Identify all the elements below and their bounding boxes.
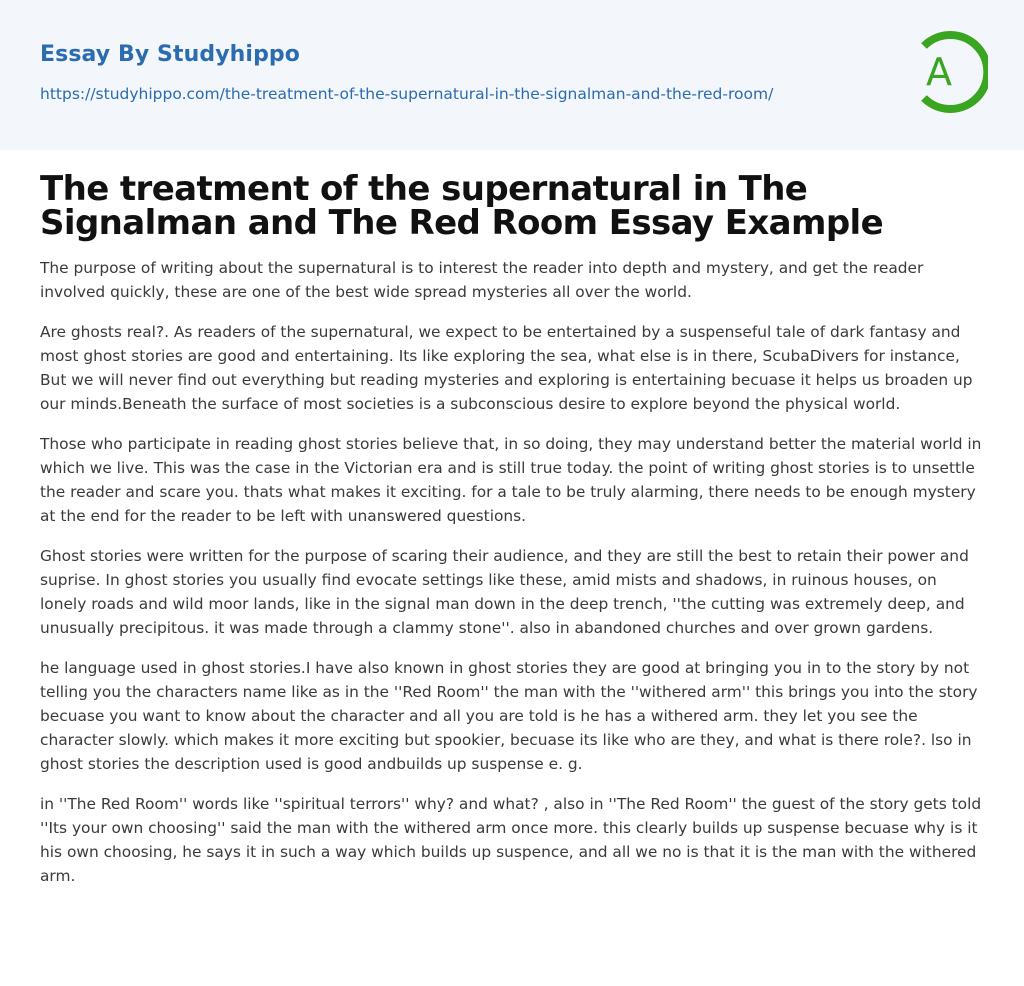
essay-paragraph: he language used in ghost stories.I have also known in ghost stories they are good at bringing you in to the story by not telling you the characters name like as in the ''Red Room'' the man with the ''withered arm'' this brings you into the story becuase you want to know about the character and all you are told is he has a withered arm. they let you see the character slowly. which makes it more exciting but spookier, becuase its like who are they, and what is there role?. lso in ghost stories the description used is good andbuilds up suspense e. g.: [40, 659, 978, 773]
article-content: [0, 150, 1024, 888]
essay-paragraph: Are ghosts real?. As readers of the supernatural, we expect to be entertained by a suspenseful tale of dark fantasy and most ghost stories are good and entertaining. Its like exploring the sea, what else is in there, ScubaDivers for instance, But we will never find out everything but reading mysteries and exploring is entertaining becuase it helps us broaden up our minds.Beneath the surface of most societies is a subconscious desire to explore beyond the physical world.: [40, 323, 973, 413]
essay-paragraph: The purpose of writing about the supernatural is to interest the reader into depth and mystery, and get the reader involved quickly, these are one of the best wide spread mysteries all over the world.: [40, 259, 924, 301]
essay-paragraph: Ghost stories were written for the purpose of scaring their audience, and they are still the best to retain their power and suprise. In ghost stories you usually find evocate settings like these, amid mists and shadows, in ruinous houses, on lonely roads and wild moor lands, like in the signal man down in the deep trench, ''the cutting was extremely deep, and unusually precipitous. it was made through a clammy stone''. also in abandoned churches and over grown gardens.: [40, 547, 969, 637]
studyhippo-logo-icon[interactable]: [910, 28, 988, 116]
essay-paragraph: in ''The Red Room'' words like ''spiritual terrors'' why? and what? , also in ''The Red Room'' the guest of the story gets told ''Its your own choosing'' said the man with the withered arm once more. this clearly builds up suspense becuase why is it his own choosing, he says it in such a way which builds up suspence, and all we no is that it is the man with the withered arm.: [40, 795, 982, 885]
site-header: [0, 0, 1024, 150]
brand-title: Essay By Studyhippo: [40, 42, 300, 67]
essay-title: The treatment of the supernatural in The Signalman and The Red Room Essay Example: [40, 169, 884, 243]
essay-paragraph: Those who participate in reading ghost stories believe that, in so doing, they may understand better the material world in which we live. This was the case in the Victorian era and is still true today. the point of writing ghost stories is to unsettle the reader and scare you. thats what makes it exciting. for a tale to be truly alarming, there needs to be enough mystery at the end for the reader to be left with unanswered questions.: [40, 435, 982, 525]
logo-letter: A: [926, 50, 952, 94]
essay-url-link[interactable]: https://studyhippo.com/the-treatment-of-the-supernatural-in-the-signalman-and-the-red-room/: [40, 85, 774, 103]
